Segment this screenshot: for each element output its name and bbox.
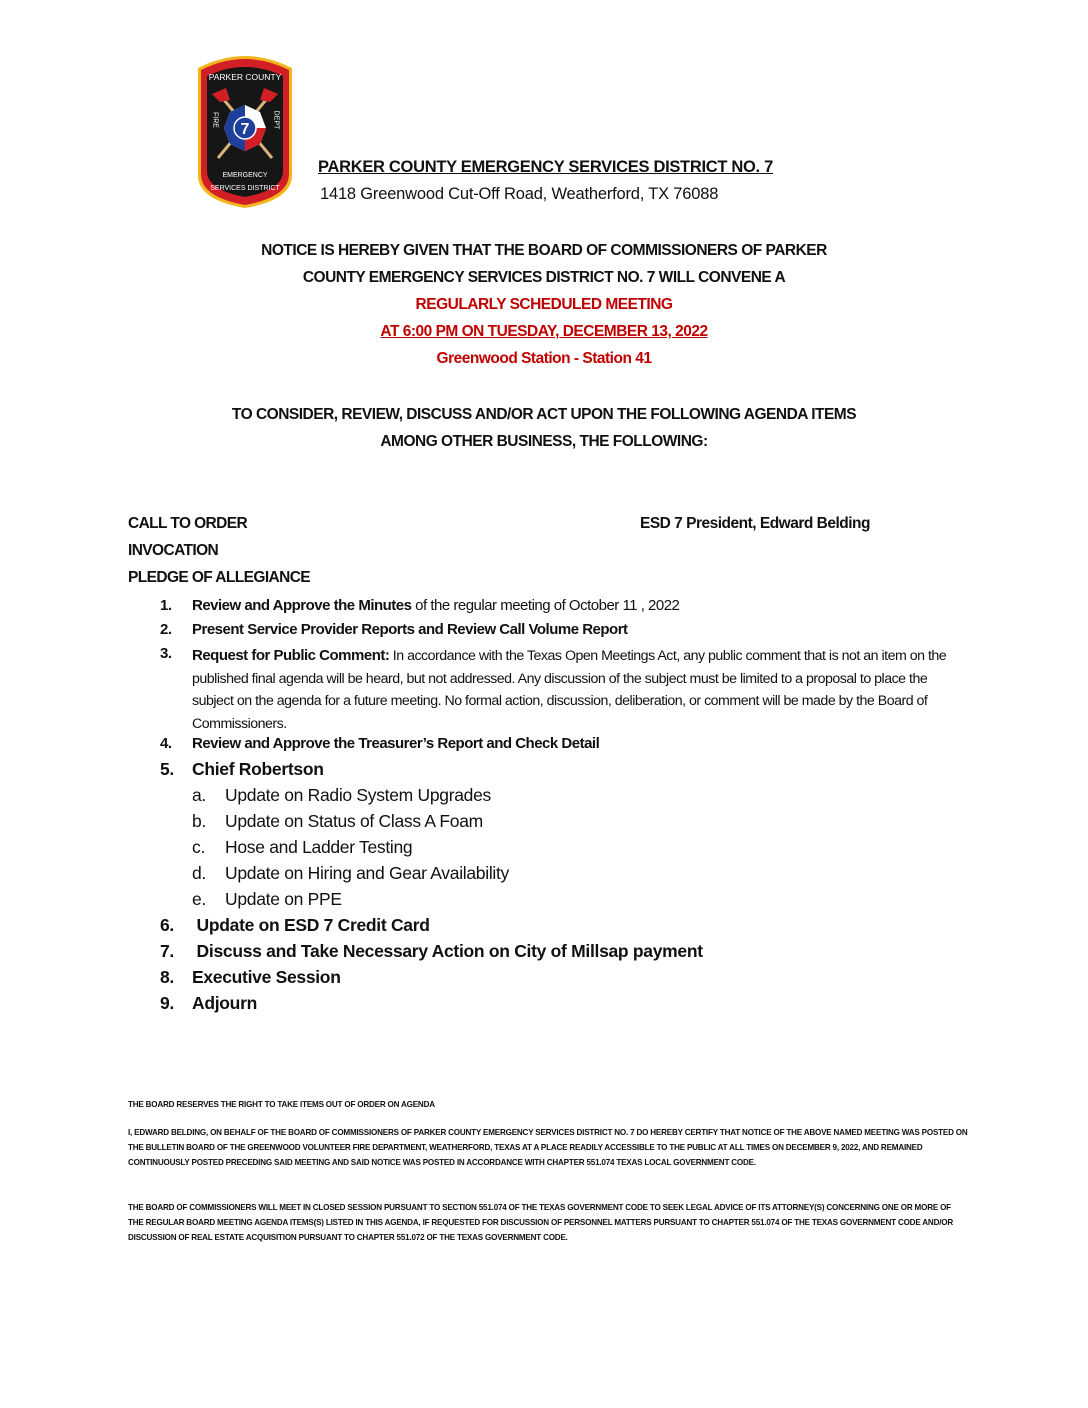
subitem-letter: d. <box>192 863 206 883</box>
agenda-item-title: Review and Approve the Minutes <box>192 597 412 614</box>
notice-line-1: NOTICE IS HEREBY GIVEN THAT THE BOARD OF COMMISSIONERS OF PARKER <box>261 242 827 259</box>
subitem-letter: b. <box>192 811 206 831</box>
agenda-item-detail: of the regular meeting of October 11 , 2022 <box>411 597 680 614</box>
agenda-item-number: 1. <box>160 597 172 614</box>
agenda-item-3-number <box>160 645 192 662</box>
meeting-location: Greenwood Station - Station 41 <box>436 350 652 367</box>
subitem-letter: e. <box>192 889 206 909</box>
consider-line-1: TO CONSIDER, REVIEW, DISCUSS AND/OR ACT UPON THE FOLLOWING AGENDA ITEMS <box>231 406 857 423</box>
agenda-subitem-5b <box>192 811 483 832</box>
subitem-letter: c. <box>192 837 206 857</box>
subitem-label: Update on Status of Class A Foam <box>225 811 483 831</box>
agenda-item-number: 4. <box>160 735 172 752</box>
organization-name: PARKER COUNTY EMERGENCY SERVICES DISTRICT NO. 7 <box>318 158 774 176</box>
agenda-item-2 <box>160 621 628 638</box>
agenda-item-7 <box>160 941 703 962</box>
agenda-item-title: Executive Session <box>192 967 341 987</box>
subitem-label: Update on PPE <box>225 889 342 909</box>
notice-line-2: COUNTY EMERGENCY SERVICES DISTRICT NO. 7 WILL CONVENE A <box>302 269 786 286</box>
agenda-item-5 <box>160 759 324 780</box>
agenda-item-9 <box>160 993 257 1014</box>
agenda-item-detail: In accordance with the Texas Open Meetings Act, any public comment that is not an item on the published final agenda will be heard, but not addressed. Any discussion of the subject must be limited to a proposal to place the subject on the agenda for a future meeting. No formal action, discussion, deliberation, or comment will be made by the Board of Commissioners. <box>192 648 947 732</box>
logo-left-text: FIRE <box>211 112 219 128</box>
organization-address: 1418 Greenwood Cut-Off Road, Weatherford, TX 76088 <box>320 185 719 203</box>
agenda-item-title: Chief Robertson <box>192 759 324 779</box>
presider: ESD 7 President, Edward Belding <box>640 515 870 532</box>
logo-bottom-line2: SERVICES DISTRICT <box>210 185 280 192</box>
agenda-subitem-5a <box>192 785 491 806</box>
subitem-label: Update on Radio System Upgrades <box>225 785 491 805</box>
agenda-subitem-5d <box>192 863 509 884</box>
agenda-item-6 <box>160 915 430 936</box>
agenda-item-number: 5. <box>160 759 174 779</box>
meeting-datetime: AT 6:00 PM ON TUESDAY, DECEMBER 13, 2022 <box>380 323 708 340</box>
agenda-item-number: 6. <box>160 915 174 935</box>
posting-certification: I, EDWARD BELDING, ON BEHALF OF THE BOARD OF COMMISSIONERS OF PARKER COUNTY EMERGENCY SERVICES DISTRICT NO. 7 DO HEREBY CERTIFY THAT NOTICE OF THE ABOVE NAMED MEETING WAS POSTED ON THE BULLETIN BOARD OF THE GREENWOOD VOLUNTEER FIRE DEPARTMENT, WEATHERFORD, TEXAS AT A PLACE READILY ACCESSIBLE TO THE PUBLIC AT ALL TIMES ON DECEMBER 9, 2022, AND REMAINED CONTINUOUSLY POSTED PRECEDING SAID MEETING AND SAID NOTICE WAS POSTED IN ACCORDANCE WITH CHAPTER 551.074 TEXAS LOCAL GOVERNMENT CODE. <box>128 1128 968 1167</box>
consider-line-2: AMONG OTHER BUSINESS, THE FOLLOWING: <box>380 433 708 450</box>
agenda-subitem-5e <box>192 889 342 910</box>
subitem-label: Hose and Ladder Testing <box>225 837 413 857</box>
call-to-order: CALL TO ORDER <box>128 515 248 532</box>
closed-session-notice: THE BOARD OF COMMISSIONERS WILL MEET IN CLOSED SESSION PURSUANT TO SECTION 551.074 OF THE TEXAS GOVERNMENT CODE TO SEEK LEGAL ADVICE OF ITS ATTORNEY(S) CONCERNING ONE OR MORE OF THE REGULAR BOARD MEETING AGENDA ITEMS(S) LISTED IN THIS AGENDA, IF REQUESTED FOR DISCUSSION OF PERSONNEL MATTERS PURSUANT TO CHAPTER 551.074 OF THE TEXAS GOVERNMENT CODE AND/OR DISCUSSION OF REAL ESTATE ACQUISITION PURSUANT TO CHAPTER 551.072 OF THE TEXAS GOVERNMENT CODE. <box>128 1203 954 1242</box>
agenda-item-title: Update on ESD 7 Credit Card <box>192 915 430 935</box>
logo-right-text: DEPT <box>272 110 280 130</box>
agenda-item-4 <box>160 735 599 752</box>
agenda-item-title: Review and Approve the Treasurer’s Report and Check Detail <box>192 735 600 752</box>
agenda-item-8 <box>160 967 341 988</box>
agenda-item-1 <box>160 597 679 614</box>
subitem-label: Update on Hiring and Gear Availability <box>225 863 510 883</box>
agenda-item-title: Request for Public Comment: <box>192 647 390 664</box>
agenda-item-title: Present Service Provider Reports and Review Call Volume Report <box>192 621 628 638</box>
agenda-item-title: Discuss and Take Necessary Action on City of Millsap payment <box>192 941 703 961</box>
agenda-item-3 <box>192 645 962 735</box>
agenda-subitem-5c <box>192 837 412 858</box>
invocation: INVOCATION <box>128 542 219 559</box>
agenda-item-number: 8. <box>160 967 174 987</box>
agenda-item-title: Adjourn <box>192 993 257 1013</box>
agenda-item-number: 2. <box>160 621 172 638</box>
logo-number: 7 <box>240 121 250 138</box>
agenda-item-number: 3. <box>160 645 172 662</box>
meeting-type: REGULARLY SCHEDULED MEETING <box>415 296 673 313</box>
logo-bottom-line1: EMERGENCY <box>222 172 268 179</box>
logo-top-text: PARKER COUNTY <box>208 72 282 82</box>
subitem-letter: a. <box>192 785 206 805</box>
district-logo <box>190 50 300 210</box>
pledge-of-allegiance: PLEDGE OF ALLEGIANCE <box>128 569 311 586</box>
agenda-item-number: 9. <box>160 993 174 1013</box>
fire-dept-patch-icon <box>190 50 300 210</box>
agenda-item-number: 7. <box>160 941 174 961</box>
reserve-right-notice: THE BOARD RESERVES THE RIGHT TO TAKE ITEMS OUT OF ORDER ON AGENDA <box>128 1100 435 1109</box>
